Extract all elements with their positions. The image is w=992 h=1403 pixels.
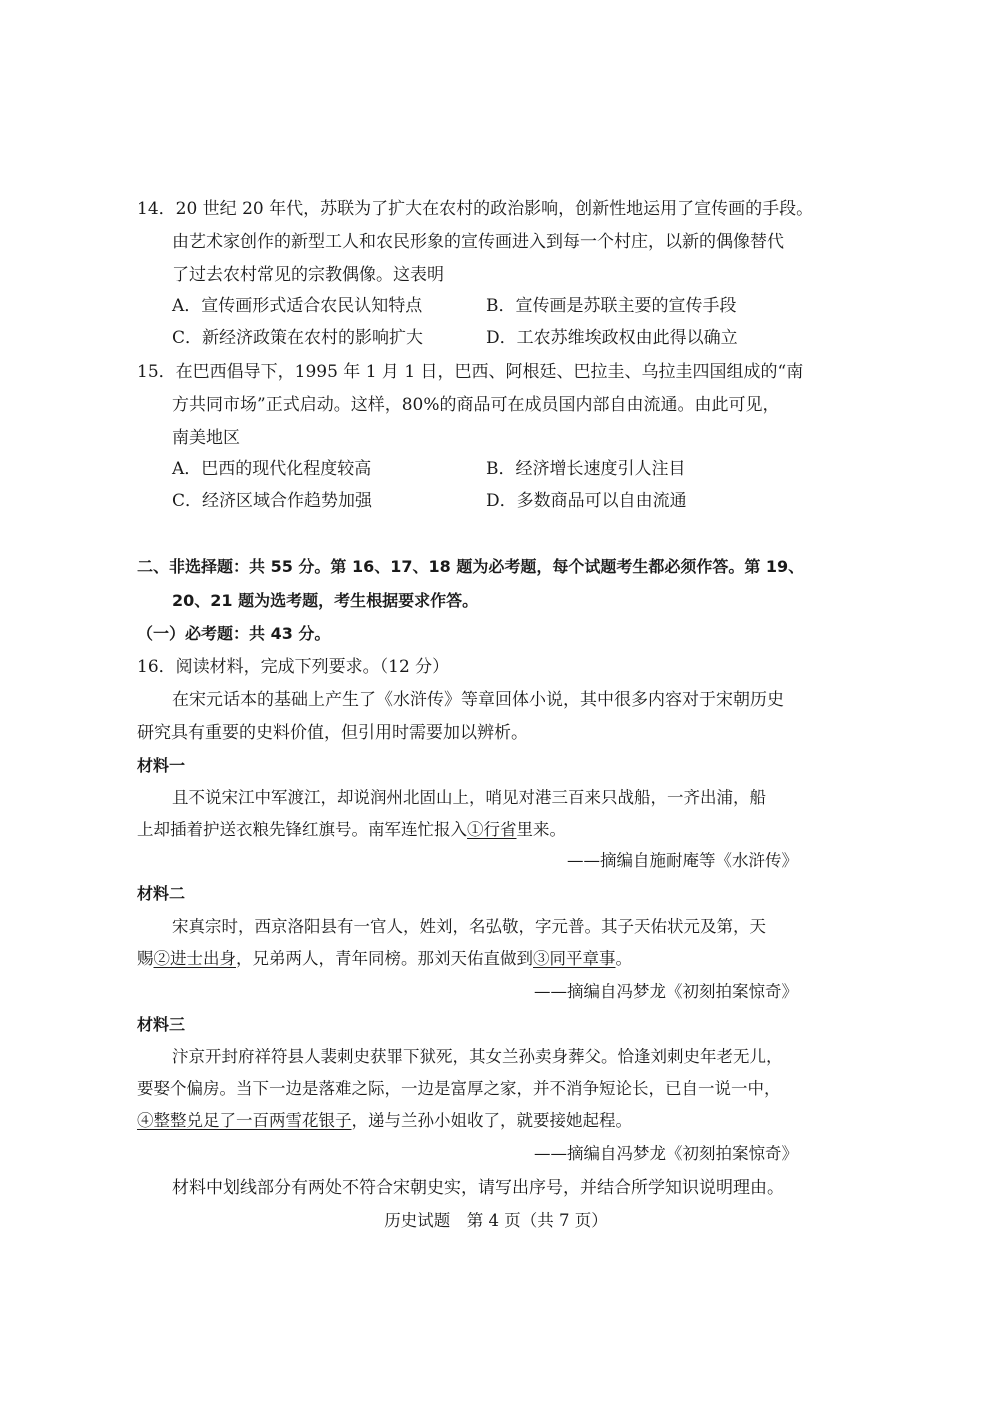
material-1-line1: 且不说宋江中军渡江，却说润州北固山上，哨见对港三百来只战船，一齐出浦，船	[172, 788, 766, 807]
material-2-text-mid: ，兄弟两人，青年同榜。那刘天佑直做到	[236, 949, 533, 968]
q15-line1: 15．在巴西倡导下，1995 年 1 月 1 日，巴西、阿根廷、巴拉圭、乌拉圭四国组成的“南	[137, 362, 804, 382]
material-2-text: 赐	[137, 949, 154, 968]
underline-4-silver: ④整整兑足了一百两雪花银子	[137, 1111, 352, 1130]
q15-option-c: C．经济区域合作趋势加强	[172, 491, 373, 511]
material-3-label: 材料三	[137, 1015, 186, 1034]
q15-option-d: D．多数商品可以自由流通	[486, 491, 687, 511]
q14-option-a: A．宣传画形式适合农民认知特点	[172, 296, 423, 316]
material-1-label: 材料一	[137, 756, 186, 775]
underline-2-jinshi: ②进士出身	[153, 949, 236, 968]
material-3-source: ——摘编自冯梦龙《初刻拍案惊奇》	[534, 1144, 798, 1163]
material-3-text-end: ，递与兰孙小姐收了，就要接她起程。	[351, 1111, 632, 1130]
section2-subheading: （一）必考题：共 43 分。	[137, 624, 331, 643]
material-1-text: 上却插着护送衣粮先锋红旗号。南军连忙报入	[137, 820, 467, 839]
material-3-line1: 汴京开封府祥符县人裴刺史获罪下狱死，其女兰孙卖身葬父。恰逢刘刺史年老无儿，	[172, 1047, 783, 1066]
q16-question: 材料中划线部分有两处不符合宋朝史实，请写出序号，并结合所学知识说明理由。	[172, 1178, 784, 1198]
q16-intro-line1: 在宋元话本的基础上产生了《水浒传》等章回体小说，其中很多内容对于宋朝历史	[172, 690, 784, 710]
q14-option-b: B．宣传画是苏联主要的宣传手段	[486, 296, 737, 316]
material-2-line1: 宋真宗时，西京洛阳县有一官人，姓刘，名弘敬，字元普。其子天佑状元及第，天	[172, 917, 766, 936]
q16-intro-line2: 研究具有重要的史料价值，但引用时需要加以辨析。	[137, 723, 528, 743]
q14-option-d: D．工农苏维埃政权由此得以确立	[486, 328, 738, 348]
material-1-text-end: 里来。	[516, 820, 566, 839]
material-3-line3	[137, 1110, 632, 1132]
section2-heading-line1: 二、非选择题：共 55 分。第 16、17、18 题为必考题，每个试题考生都必须作答。第 19、	[137, 557, 805, 576]
q14-line3: 了过去农村常见的宗教偶像。这表明	[172, 265, 444, 285]
underline-1-xingsheng: ①行省	[467, 820, 517, 839]
q15-option-a: A．巴西的现代化程度较高	[172, 459, 372, 479]
material-2-label: 材料二	[137, 884, 186, 903]
material-3-line2: 要娶个偏房。当下一边是落难之际，一边是富厚之家，并不消争短论长，已自一说一中，	[137, 1079, 781, 1098]
page-footer: 历史试题 第 4 页（共 7 页）	[384, 1211, 608, 1230]
material-2-source: ——摘编自冯梦龙《初刻拍案惊奇》	[534, 982, 798, 1001]
underline-3-tongpingzhangshi: ③同平章事	[533, 949, 616, 968]
q14-line1: 14．20 世纪 20 年代，苏联为了扩大在农村的政治影响，创新性地运用了宣传画的手段。	[137, 199, 814, 219]
material-1-line2	[137, 819, 566, 841]
q16-heading: 16．阅读材料，完成下列要求。（12 分）	[137, 657, 450, 677]
section2-heading-line2: 20、21 题为选考题，考生根据要求作答。	[172, 591, 479, 610]
q15-option-b: B．经济增长速度引人注目	[486, 459, 686, 479]
q14-line2: 由艺术家创作的新型工人和农民形象的宣传画进入到每一个村庄，以新的偶像替代	[172, 232, 784, 252]
material-2-line2	[137, 948, 632, 970]
material-2-text-end: 。	[615, 949, 632, 968]
q15-line3: 南美地区	[172, 428, 240, 448]
q14-option-c: C．新经济政策在农村的影响扩大	[172, 328, 424, 348]
q15-line2: 方共同市场”正式启动。这样，80%的商品可在成员国内部自由流通。由此可见，	[172, 395, 780, 415]
material-1-source: ——摘编自施耐庵等《水浒传》	[567, 851, 798, 870]
